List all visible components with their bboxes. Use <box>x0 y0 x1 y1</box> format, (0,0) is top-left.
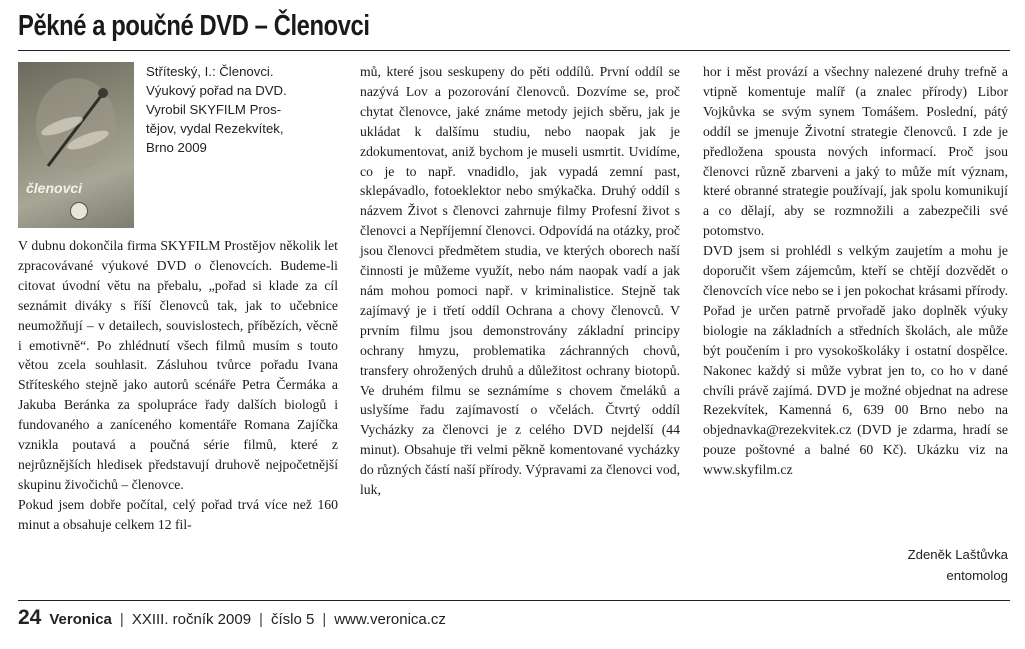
article-column-1 <box>18 236 338 535</box>
paragraph: hor i měst provází a všechny nalezené druhy trefně a vtipně komentuje malíř (a znalec přírody) Libor Vojkůvka se svým synem Tomášem. Poslední, pátý oddíl se jmenuje Životní strategie členovců. I zde je předložena spousta nových informací. Proč jsou členovci různě zbarveni a jaký to může mít význam, které obranné strategie používají, jak spolu komunikují a co dělají, aby se rozmnožili a zabezpečili své potomstvo. <box>703 64 1008 239</box>
caption-line: Brno 2009 <box>146 140 207 155</box>
article-column-3 <box>703 62 1008 480</box>
paragraph: Pokud jsem dobře počítal, celý pořad trvá více než 160 minut a obsahuje celkem 12 fil- <box>18 496 338 532</box>
magazine-name: Veronica <box>49 611 112 628</box>
paragraph: DVD jsem si prohlédl s velkým zaujetím a mohu je doporučit všem zájemcům, kteří se chtějí dozvědět o členovcích více nebo se i jen pokochat krásami přírody. Pořad je určen patrně prvořadě jako doplněk výuky biologie na základních a středních školách, ale může být poučením i pro vysokoškoláky i ostatní dospělce. Nakonec každý si může vybrat jen to, co ho v dané chvíli právě zajímá. DVD je možné objednat na adrese Rezekvítek, Kamenná 6, 639 00 Brno nebo na objednavka@rezekvitek.cz (DVD je zdarma, hradí se pouze poštovné a balné 60 Kč). Ukázku viz na www.skyfilm.cz <box>703 243 1008 478</box>
separator: | <box>119 611 124 628</box>
dvd-caption <box>146 62 326 157</box>
title-divider <box>18 50 1010 51</box>
paragraph: mů, které jsou seskupeny do pěti oddílů. První oddíl se nazývá Lov a pozorování členovců. Dozvíme se, proč chytat členovce, jaké známe metody jejich sběru, jak je ukládat k dalšímu studiu, nebo naopak jak je zdokumentovat, aniž bychom je museli usmrtit. Uvidíme, co je to např. vnadidlo, jak vypadá zemní past, sklepávadlo, fotoeklektor nebo smýkačka. Druhý oddíl s názvem Život s členovci zahrnuje filmy Profesní život s členovci a Nepříjemní členovci. Odpovídá na otázky, proč jsou členovci předmětem studia, ve kterých oborech naší činnosti je můžeme využít, nebo nám naopak vadí a jak nám mohou pomoci např. v kriminalistice. Stejně tak zajímavý je i třetí oddíl Ochrana a chovy členovců. V prvním filmu jsou demonstrovány základní principy ochrany hmyzu, problematika záchranných chovů, transfery ohrožených druhů a důležitost ochrany biotopů. Ve druhém filmu se seznámíme s chovem čmeláků a uslyšíme řadu zajímavostí o včelách. Čtvrtý oddíl Vycházky za členovci je z celého DVD nejdelší (44 minut). Obsahuje tři velmi pěkně komentované vycházky do různých částí naší přírody. Výpravami za členovci vod, luk, <box>360 64 680 498</box>
caption-line: Vyrobil SKYFILM Pros- <box>146 102 282 117</box>
publisher-logo <box>70 202 88 220</box>
paragraph: V dubnu dokončila firma SKYFILM Prostějov několik let zpracovávané výukové DVD o členovcích. Budeme-li citovat úvodní větu na přebalu, „pořad si klade za cíl seznámit diváky s říší členovců tak, jak to učebnice neumožňují – v detailech, souvislostech, příbězích, věcně i emotivně“. Po zhlédnutí všech filmů musím s touto větou zcela souhlasit. Zásluhou tvůrce pořadu Ivana Stříteského stejně jako autorů scénáře Petra Čermáka a Jakuba Beránka za spolupráce řady dalších biologů i fundovaného a zaníceného komentáře Romana Zajíčka vznikla poutavá a poučná série filmů, které z nejrůznějších hledisek představují druhově nejpočetnější skupinu živočichů – členovce. <box>18 238 338 492</box>
author-signature <box>908 544 1008 586</box>
dvd-cover-title: členovci <box>26 180 83 196</box>
volume-info: XXIII. ročník 2009 <box>131 611 252 628</box>
article-title: Pěkné a poučné DVD – Členovci <box>18 10 370 42</box>
author-name: Zdeněk Laštůvka <box>907 547 1008 562</box>
page-footer <box>18 606 446 630</box>
caption-line: Výukový pořad na DVD. <box>146 83 287 98</box>
page-number: 24 <box>18 606 42 629</box>
caption-line: tějov, vydal Rezekvítek, <box>146 121 284 136</box>
dragonfly-illustration <box>26 74 126 184</box>
separator: | <box>322 611 327 628</box>
separator: | <box>259 611 263 628</box>
article-column-2 <box>360 62 680 500</box>
magazine-url: www.veronica.cz <box>334 611 446 628</box>
dvd-cover-image <box>18 62 134 228</box>
author-role: entomolog <box>946 568 1008 583</box>
caption-line: Stříteský, I.: Členovci. <box>146 64 274 79</box>
issue-info: číslo 5 <box>270 611 315 628</box>
footer-divider <box>18 600 1010 601</box>
